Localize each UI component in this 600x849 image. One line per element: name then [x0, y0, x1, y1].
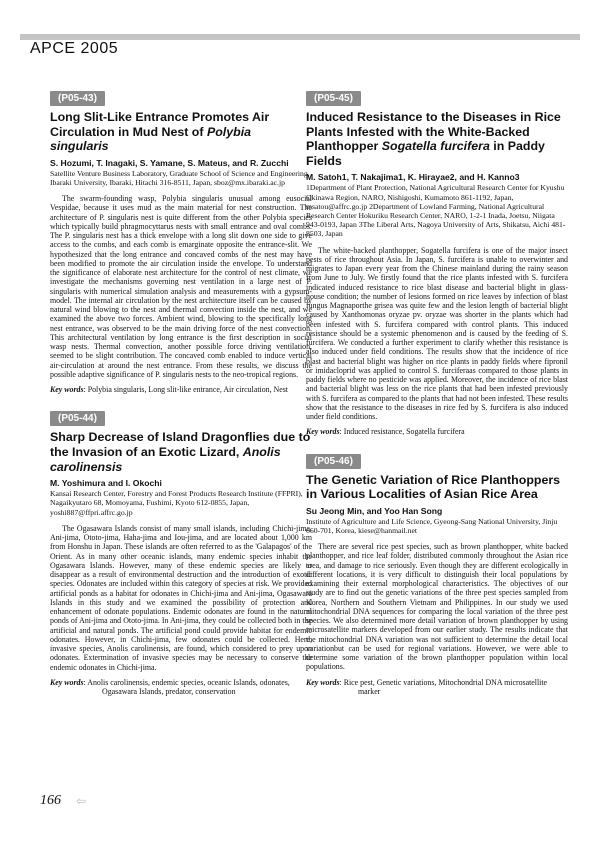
paper-p05-43 [50, 88, 312, 394]
paper-keywords: Key words: Rice pest, Genetic variations, Mitochondrial DNA microsatellite marker [306, 677, 548, 697]
left-column [50, 88, 312, 710]
paper-affiliation: Institute of Agriculture and Life Science, Gyeong-Sang National University, Jinju 660-701, Korea, kiese@hanmail.net [306, 516, 558, 536]
paper-title: Induced Resistance to the Diseases in Rice Plants Infested with the White-Backed Planthopper Sogatella furcifera in Paddy Fields [306, 110, 561, 168]
paper-authors: Su Jeong Min, and Yoo Han Song [306, 505, 443, 516]
paper-id-badge: (P05-45) [306, 91, 361, 106]
paper-title: Long Slit-Like Entrance Promotes Air Circulation in Mud Nest of Polybia singularis [50, 110, 270, 154]
paper-p05-46 [306, 451, 568, 697]
paper-p05-45 [306, 88, 568, 437]
paper-affiliation: Satellite Venture Business Laboratory, Graduate School of Science and Engineering, Ibaraki University, Ibaraki, Hitachi 316-8511, Japan, sboz@mx.ibaraki.ac.jp [50, 168, 310, 187]
paper-affiliation: Kansai Research Center, Forestry and Forest Products Research Institute (FFPRI), Nagaikyutaro 68, Momoyama, Fushimi, Kyoto 612-0855, Japan, yoshi887@ffpri.affrc.go.jp [50, 489, 303, 517]
paper-keywords: Key words: Induced resistance, Sogatella furcifera [306, 427, 465, 437]
paper-affiliation: 1Department of Plant Protection, National Agricultural Research Center for Kyushu Okinawa Region, NARO, Nishigoshi, Kumamoto 861-1192, Japan, msatou@affrc.go.jp 2Department of Lowland Farming, National Agricultural Research Center Hokuriku Research Center, NARO, 1-2-1 Inada, Joetsu, Niigata 943-0193, Japan 3The Liberal Arts, Nagoya University of Arts, Shikatsu, Aichi 481-8503, Japan [306, 183, 566, 239]
left-arrow-icon: ⇦ [76, 794, 87, 808]
paper-keywords: Key words: Polybia singularis, Long slit-like entrance, Air circulation, Nest [50, 385, 289, 395]
paper-abstract: There are several rice pest species, such as brown planthopper, white backed planthopper, and rice leaf folder, distributed commonly throughout the Asian rice area, and damage to rice seriously. Even though they are different ecologically in different locations, it is very difficult to distinguish their local populations by examining their external morphological characteristics. The objectives of our study are to find out the genetic variations of the three pest species sampled from Korea, Northern and Southern Vietnam and Philippines. In our study we used mitochondrial DNA sequences for comparing the local variation of the three pest species. We also determined more detail variation of brown planthopper by using microsatellite markers developed from our earlier study. The results indicate that the mitochondrial DNA variation was not sufficient to determine the detail local variationbut can be used for regional variations. However, we were able to determine some variation of the brown planthopper population within local populations. [306, 542, 568, 672]
paper-id-badge: (P05-43) [50, 91, 105, 106]
paper-id-badge: (P05-46) [306, 454, 361, 469]
paper-abstract: The swarm-founding wasp, Polybia singularis unusual among eusocial Vespidae, because it uses mud as the main material for nest construction. The architecture of P. singularis nest is quite different from the other Polybia species which typically build phragmocyttarus nests with small entrance and oval combs. The P. singularis nest has a thick envelope with a long slit down one side to give access to the combs, and each comb is emarginate opposite the entrance-slit. We hypothesized that the long entrance and concaved combs of the nest may have been modified to promote the air circulation inside the envelope. To understand the significance of elaborate nest architecture for the control of nest climate, we investigate the mechanisms governing nest ventilation in a large nest of P. singularis with numerical simulation analysis and measurements with a gypsum-model. The internal air circulation by the nest architecture itself can be caused by natural wind blowing to the nest and thermal convection inside the nest, and we examined the above two forces. Ambient wind, blowing to the specifically long nest entrance, was observed to be the main driving force of the nest convection. This architectural ventilation by long entrance is the first description in social wasp nests. Thermal convection, another possible force driving ventilation, seemed to be slight contribution. The concaved comb enabled to induce vertical air-circulation at around the nest entrance. From these results, we discuss the possible adaptive significance of P. singularis nests to the neo-tropical regions. [50, 194, 312, 379]
paper-title: Sharp Decrease of Island Dragonflies due to the Invasion of an Exotic Lizard, Anolis carolinensis [50, 430, 311, 474]
paper-keywords: Key words: Anolis carolinensis, endemic species, oceanic Islands, odonates, Ogasawara Islands, predator, conservation [50, 677, 290, 697]
paper-p05-44 [50, 408, 312, 696]
conference-title: APCE 2005 [30, 40, 119, 57]
paper-authors: M. Satoh1, T. Nakajima1, K. Hirayae2, and H. Kanno3 [306, 172, 520, 183]
paper-abstract: The white-backed planthopper, Sogatella furcifera is one of the major insect pests of rice throughout Asia. In Japan, S. furcifera is unable to overwinter and migrates to Japan every year from the Chinese mainland during the rainy season from June to July. We firstly found that the rice plants infested with S. furcifera indicated induced resistance to rice blast disease and bacterial blight in glass-house condition; the number of lesions formed on rice leaves by infection of blast fungus Magnaporthe grisea was quite few and the lesion length of bacterial blight caused by Xanthomonas oryzae pv. oryzae was shorter in the plants which had been infested with S. furcifera compared with control plants. This induced resistance should be a systemic phenomenon and is caused by the feeding of S. furcifera. We conducted a further experiment to clarify whether this resistance is also induced under field conditions. The results show that the incidence of rice blast and bacterial blight was higher on rice plants in paddy fields where fipronil or imidacloprid was applied to control S. furciferaas compared to those plants in paddy fields where no pesticide was applied. Moreover, the incidence of rice blast and bacterial blight was less on the rice plants that had been infested previously with S. furcifera as compared to the plants that had not been infested. These results show that the resistance to the diseases in rice fed by S. furcifera is also induced under field conditions. [306, 245, 568, 422]
right-column [306, 88, 568, 710]
paper-authors: S. Hozumi, T. Inagaki, S. Yamane, S. Mateus, and R. Zucchi [50, 157, 289, 168]
paper-authors: M. Yoshimura and I. Okochi [50, 478, 162, 489]
page-number: 166 [40, 793, 61, 808]
paper-title: The Genetic Variation of Rice Planthoppers in Various Localities of Asian Rice Area [306, 472, 561, 502]
paper-id-badge: (P05-44) [50, 411, 105, 426]
paper-abstract: The Ogasawara Islands consist of many small islands, including Chichi-jima, Ani-jima, Ototo-jima, Haha-jima and Iou-jima, and are located about 1,000 km from Honshu in Japan. These islands are often referred to as the 'Galapagos' of the Orient. As in many other oceanic islands, many endemic species inhabit the Ogasawara Islands. However, many of these endemic species are likely to disappear as a result of environmental destruction and the introduction of exotic species. Odonates are included within this category of species at risk. We provided artificial ponds as a habitat for odonates in Chichi-jima and Ani-jima, Ogasawara Islands in this study and we examined the possibility of protection and enhancement of odonate populations. Endemic odonates are found in the natural ponds of Ani-jima and Ototo-jima. In Ani-jima, they could be collected both in the artificial and natural ponds. The artificial pond could provide habitat for endemic odonates. However, in Chichi-jima, few odonates could be collected. Here, invasive species, Anolis carolinensis, are found, which considered to prey upon odonates. Extermination of invasive species may be necessary to conserve the endemic odonates in Chichi-jima. [50, 523, 312, 672]
